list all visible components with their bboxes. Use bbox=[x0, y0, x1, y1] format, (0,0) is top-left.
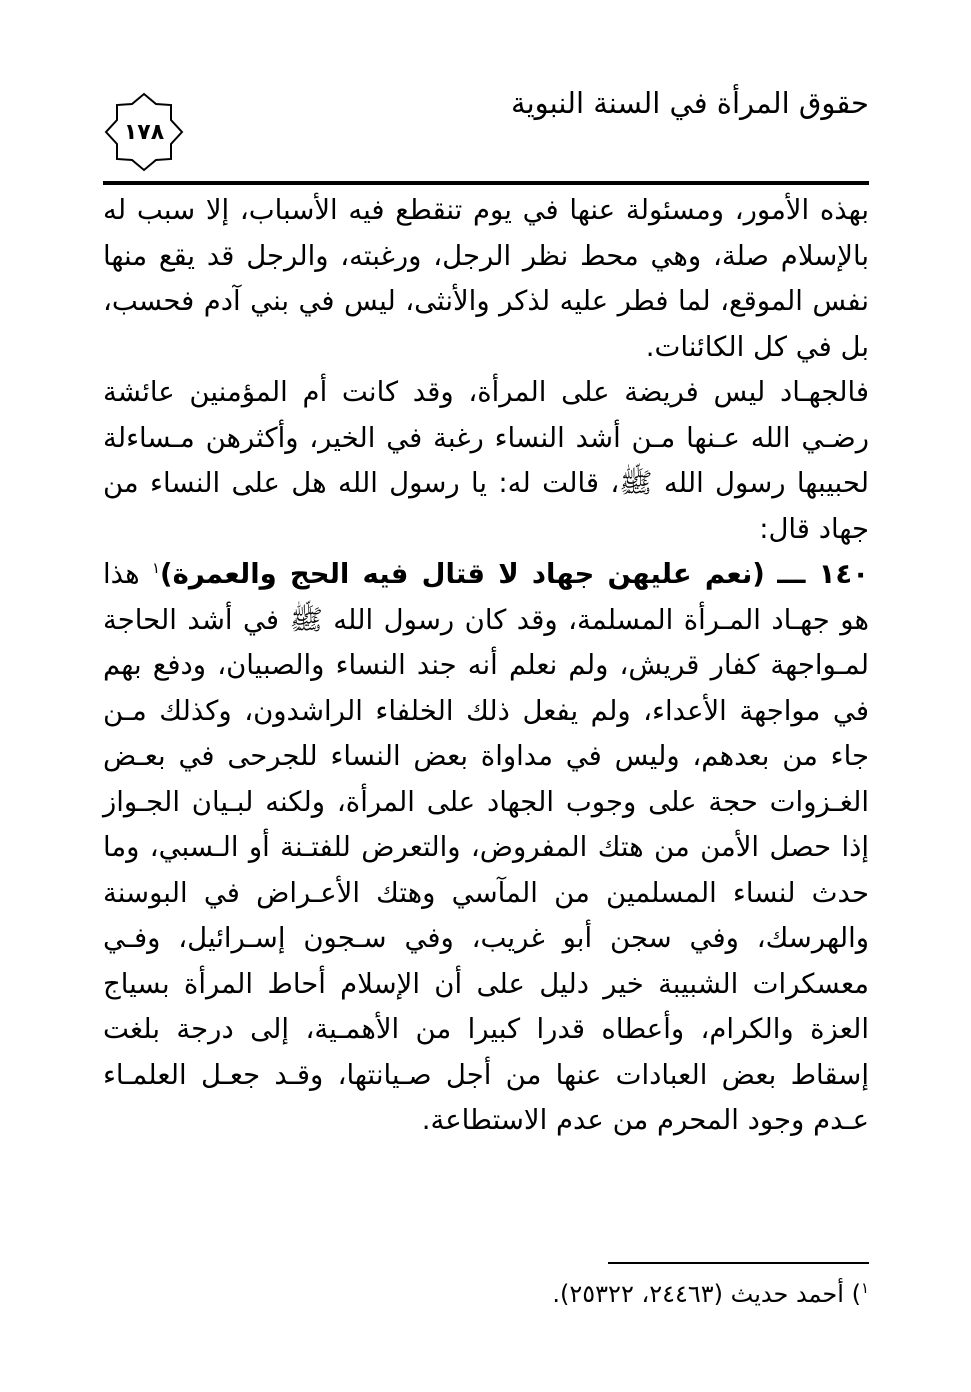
page-number: ١٧٨ bbox=[123, 119, 165, 145]
hadith-number: ١٤٠ ـــ bbox=[777, 558, 869, 590]
paragraph: فالجهـاد ليس فريضة على المرأة، وقد كانت أم المؤمنين عائشة رضـي الله عـنها مـن أشد النساء رغبة في الخير، وأكثرهن مـساءلة لحبيبها رسول الله ﷺ، قالت له: يا رسول الله هل على النساء من جهاد قال: bbox=[103, 376, 869, 545]
paragraph: بهذه الأمور، ومسئولة عنها في يوم تنقطع فيه الأسباب، إلا سبب له بالإسلام صلة، وهي محط نظر الرجل، ورغبته، والرجل قد يقع منها نفس الموقع، لما فطر عليه لذكر والأنثى، ليس في بني آدم فحسب، بل في كل الكائنات. bbox=[103, 194, 869, 363]
paragraph bbox=[103, 552, 869, 1144]
page-number-badge bbox=[102, 90, 186, 174]
hadith-quote: (نعم عليهن جهاد لا قتال فيه الحج والعمرة) bbox=[160, 558, 765, 590]
footnote-reference: ١ bbox=[151, 558, 161, 577]
paragraph-text: هذا هو جهـاد المـرأة المسلمة، وقد كان رسول الله ﷺ في أشد الحاجة لمـواجهة كفار قريش، ولم نعلم أنه جند النساء والصبيان، ودفع بهم في مواجهة الأعداء، ولم يفعل ذلك الخلفاء الراشدون، وكذلك مـن جاء من بعدهم، وليس في مداواة بعض النساء للجرحى في بعـض الغـزوات حجة على وجوب الجهاد على المرأة، ولكنه لبـيان الجـواز إذا حصل الأمن من هتك المفروض، والتعرض للفتـنة أو الـسبي، وما حدث لنساء المسلمين من المآسي وهتك الأعـراض في البوسنة والهرسك، وفي سجن أبو غريب، وفي سـجون إسـرائيل، وفـي معسكرات الشبيبة خير دليل على أن الإسلام أحاط المرأة بسياج العزة والكرام، وأعطاه قدرا كبيرا من الأهمـية، إلى درجة بلغت إسقاط بعض العبادات عنها من أجل صـيانتها، وقـد جعـل العلمـاء عـدم وجود المحرم من عدم الاستطاعة. bbox=[103, 558, 869, 1136]
header-divider bbox=[103, 181, 869, 185]
footnote-text: ) أحمد حديث (٢٤٤٦٣، ٢٥٣٢٢). bbox=[552, 1280, 861, 1308]
body-text bbox=[103, 188, 869, 1144]
running-header-title: حقوق المرأة في السنة النبوية bbox=[511, 86, 869, 120]
footnote-marker: ١ bbox=[860, 1279, 869, 1297]
footnote bbox=[552, 1280, 869, 1308]
footnote-divider bbox=[608, 1262, 869, 1264]
